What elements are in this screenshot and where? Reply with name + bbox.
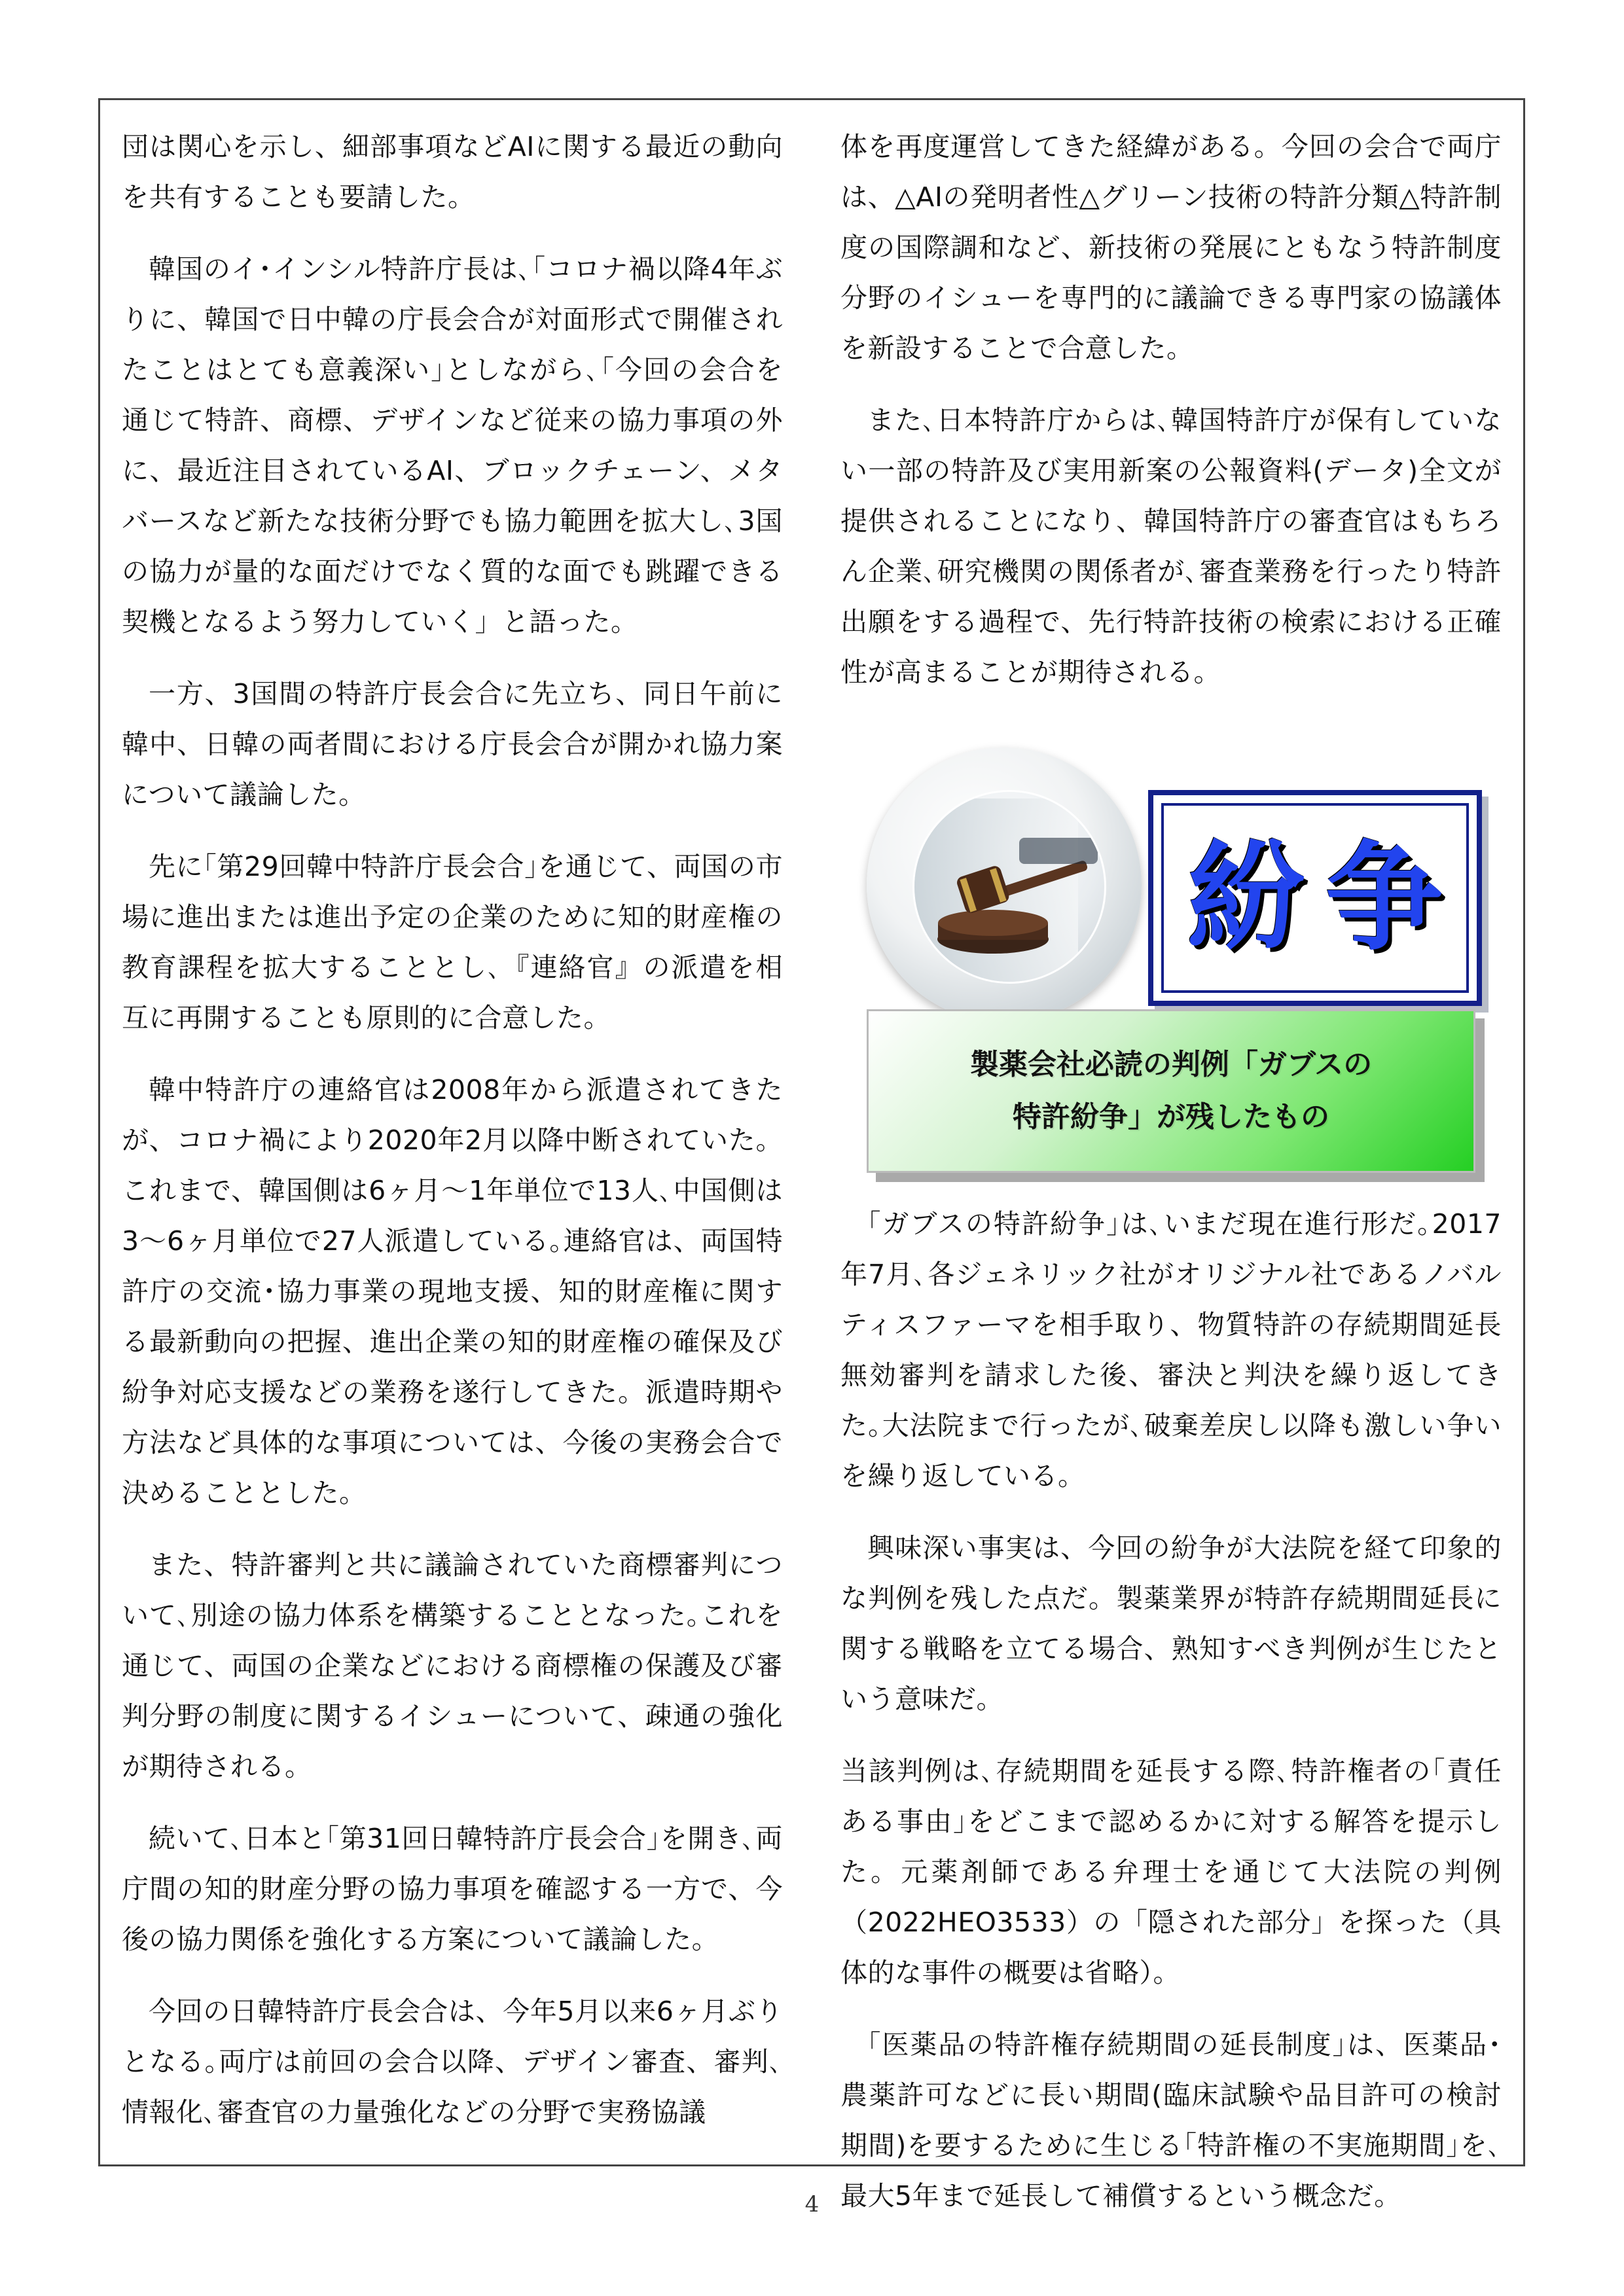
paragraph: 団は関心を示し、細部事項などAIに関する最近の動向を共有することも要請した。 <box>122 131 783 213</box>
section-header <box>840 721 1502 1193</box>
paragraph: 韓国のイ･インシル特許庁長は､｢コロナ禍以降4年ぶりに、韓国で日中韓の庁長会合が対面形式で開催されたことはとても意義深い｣としながら､｢今回の会合を通じて特許、商標、デザインなど従来の協力事項の外に、最近注目されているAI、ブロックチェーン、メタバースなど新たな技術分野でも協力範囲を拡大し､3国の協力が量的な面だけでなく質的な面でも跳躍できる契機となるよう努力していく」と語った。 <box>122 253 783 637</box>
paragraph: ｢ガブスの特許紛争｣は､いまだ現在進行形だ｡2017年7月､各ジェネリック社がオリジナル社であるノバルティスファーマを相手取り、物質特許の存続期間延長無効審判を請求した後、審決と判決を繰り返してきた｡大法院まで行ったが､破棄差戻し以降も激しい争いを繰り返している。 <box>840 1208 1502 1492</box>
gavel-photo <box>867 747 1142 1022</box>
article-title-line: 製薬会社必読の判例「ガブスの <box>969 1048 1373 1081</box>
article-title-line: 特許紛争」が残したもの <box>1013 1100 1329 1134</box>
gavel-photo-inner <box>912 790 1106 984</box>
paragraph: ｢医薬品の特許権存続期間の延長制度｣は、医薬品･農薬許可などに長い期間(臨床試験や品目許可の検討期間)を要するために生じる｢特許権の不実施期間｣を､最大5年まで延長して補償するという概念だ｡ <box>840 2029 1502 2212</box>
paragraph: 今回の日韓特許庁長会合は、今年5月以来6ヶ月ぶりとなる｡両庁は前回の会合以降、デザイン審査、審判､情報化､審査官の力量強化などの分野で実務協議 <box>122 1996 783 2128</box>
article-title-box <box>867 1009 1475 1173</box>
kanji-title-box <box>1148 790 1482 1006</box>
left-column <box>122 122 783 2159</box>
paragraph: また、特許審判と共に議論されていた商標審判について､別途の協力体系を構築することとなった｡これを通じて、両国の企業などにおける商標権の保護及び審判分野の制度に関するイシューについて、疎通の強化が期待される。 <box>122 1549 783 1782</box>
paragraph: 続いて､日本と｢第31回日韓特許庁長会合｣を開き､両庁間の知的財産分野の協力事項を確認する一方で、今後の協力関係を強化する方案について議論した。 <box>122 1823 783 1955</box>
kanji-title-char: 紛 <box>1187 829 1305 967</box>
paragraph: 体を再度運営してきた経緯がある。今回の会合で両庁は、△AIの発明者性△グリーン技術の特許分類△特許制度の国際調和など、新技術の発展にともなう特許制度分野のイシューを専門的に議論できる専門家の協議体を新設することで合意した。 <box>840 131 1502 364</box>
kanji-title-char: 争 <box>1325 829 1443 967</box>
paragraph: 当該判例は､存続期間を延長する際､特許権者の｢責任ある事由｣をどこまで認めるかに対する解答を提示した。元薬剤師である弁理士を通じて大法院の判例（2022HEO3533）の「隠された部分」を探った（具体的な事件の概要は省略）。 <box>840 1755 1502 1988</box>
paragraph: 韓中特許庁の連絡官は2008年から派遣されてきたが、コロナ禍により2020年2月以降中断されていた。これまで、韓国側は6ヶ月～1年単位で13人､中国側は3～6ヶ月単位で27人派遣している｡連絡官は、両国特許庁の交流･協力事業の現地支援、知的財産権に関する最新動向の把握、進出企業の知的財産権の確保及び紛争対応支援などの業務を遂行してきた。派遣時期や方法など具体的な事項については、今後の実務会合で決めることとした。 <box>122 1074 783 1509</box>
paragraph: 興味深い事実は、今回の紛争が大法院を経て印象的な判例を残した点だ。製薬業界が特許存続期間延長に関する戦略を立てる場合、熟知すべき判例が生じたという意味だ。 <box>840 1532 1502 1715</box>
right-column <box>840 122 1502 2243</box>
paragraph: また､日本特許庁からは､韓国特許庁が保有していない一部の特許及び実用新案の公報資料(データ)全文が提供されることになり、韓国特許庁の審査官はもちろん企業､研究機関の関係者が､審査業務を行ったり特許出願をする過程で、先行特許技術の検索における正確性が高まることが期待される。 <box>840 404 1502 688</box>
paragraph: 先に｢第29回韓中特許庁長会合｣を通じて、両国の市場に進出または進出予定の企業のために知的財産権の教育課程を拡大することとし､『連絡官』の派遣を相互に再開することも原則的に合意した。 <box>122 851 783 1033</box>
kanji-title-inner <box>1161 803 1469 993</box>
page-number: 4 <box>804 2191 820 2217</box>
paragraph: 一方、3国間の特許庁長会合に先立ち、同日午前に韓中、日韓の両者間における庁長会合が開かれ協力案について議論した。 <box>122 678 783 810</box>
gavel-icon <box>914 792 1104 982</box>
